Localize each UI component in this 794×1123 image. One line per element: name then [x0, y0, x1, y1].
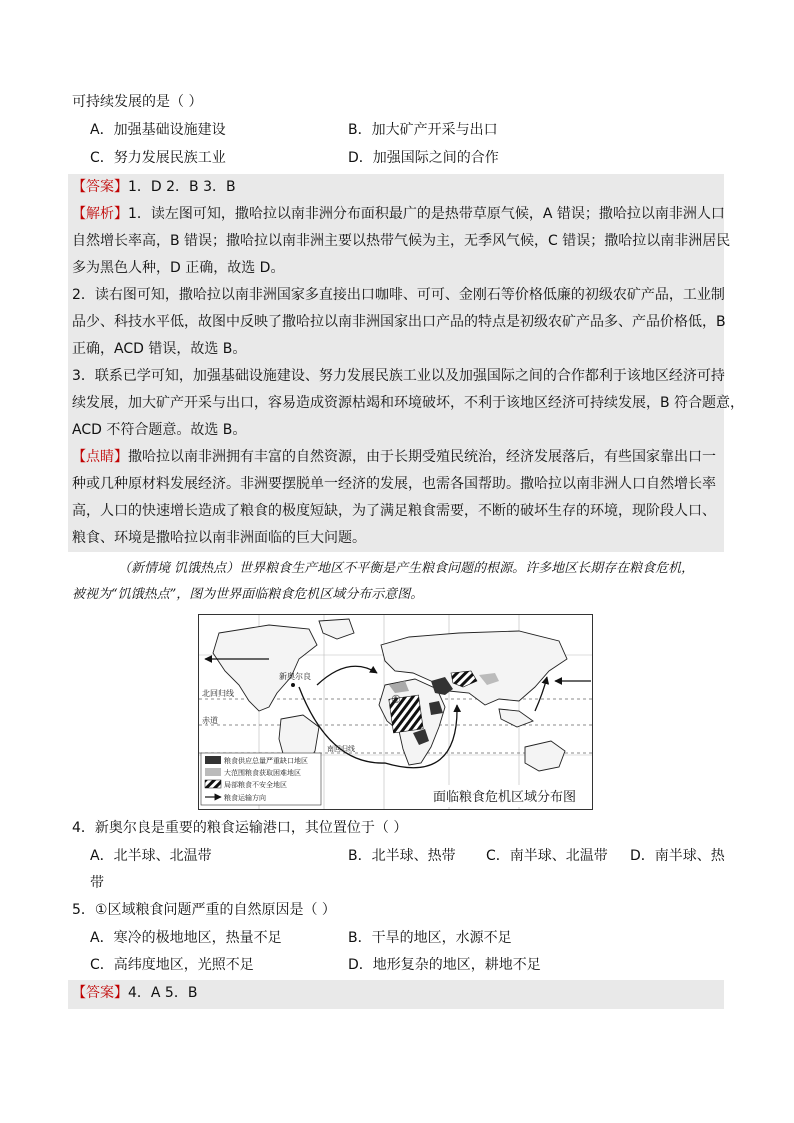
analysis-line-1: 【解析】1．读左图可知，撒哈拉以南非洲分布面积最广的是热带草原气候，A 错误；撒哈拉以南非洲人口 [72, 206, 725, 222]
analysis-line-2: 自然增长率高，B 错误；撒哈拉以南非洲主要以热带气候为主，无季风气候，C 错误；撒哈拉以南非洲居民 [72, 233, 731, 249]
legend-severe-shortage: 粮食供应总量严重缺口地区 [224, 757, 308, 765]
q5-option-c: C．高纬度地区，光照不足 [90, 957, 254, 973]
q4-option-d-continued: 带 [90, 875, 104, 891]
answer-text: 1．D 2．B 3．B [128, 179, 236, 195]
q4-option-d: D．南半球、热 [630, 848, 725, 864]
legend-transport: 粮食运输方向 [224, 794, 266, 802]
equator-label: 赤道 [202, 716, 218, 725]
answer-2-text: 4．A 5．B [128, 985, 198, 1001]
region-1-marker: ① [391, 693, 401, 706]
answer-tag: 【答案】 [72, 179, 128, 195]
legend-access-difficulty: 大范围粮食获取困难地区 [224, 769, 301, 777]
q3-option-d: D．加强国际之间的合作 [348, 150, 499, 166]
analysis-tag: 【解析】 [72, 206, 128, 222]
comment-line-1: 【点睛】撒哈拉以南非洲拥有丰富的自然资源，由于长期受殖民统治，经济发展落后，有些国家靠出口一 [72, 449, 716, 465]
legend-local-insecurity: 局部粮食不安全地区 [224, 781, 287, 789]
tropic-capricorn-label: 南回归线 [327, 745, 355, 753]
north-america [213, 625, 317, 711]
comment-tag: 【点睛】 [72, 449, 128, 465]
new-orleans-marker [291, 683, 295, 687]
analysis-line-7: 3．联系已学可知，加强基础设施建设、努力发展民族工业以及加强国际之间的合作都利于该地区经济可持 [72, 368, 725, 384]
question-5-stem: 5．①区域粮食问题严重的自然原因是（ ） [72, 902, 336, 918]
question-4-stem: 4．新奥尔良是重要的粮食运输港口，其位置位于（ ） [72, 820, 408, 836]
q3-option-b: B．加大矿产开采与出口 [348, 122, 498, 138]
food-crisis-map [198, 614, 593, 810]
australia [525, 741, 565, 771]
analysis-line-9: ACD 不符合题意。故选 B。 [72, 422, 247, 438]
answer-2-tag: 【答案】 [72, 985, 128, 1001]
map-legend [201, 753, 321, 805]
question-3-tail: 可持续发展的是（ ） [72, 94, 203, 110]
analysis-line-5: 品少、科技水平低，故图中反映了撒哈拉以南非洲国家出口产品的特点是初级农矿产品多、产品价格低，B [72, 314, 726, 330]
southeast-asia [499, 709, 533, 727]
analysis-line-3: 多为黑色人种，D 正确，故选 D。 [72, 260, 285, 276]
intro-line-2: 被视为“饥饿热点”，图为世界面临粮食危机区域分布示意图。 [72, 587, 424, 602]
q4-option-a: A．北半球、北温带 [90, 848, 212, 864]
analysis-line-8: 续发展，加大矿产开采与出口，容易造成资源枯竭和环境破坏，不利于该地区经济可持续发展，B 符合题意， [72, 395, 745, 411]
comment-line-2: 种或几种原材料发展经济。非洲要摆脱单一经济的发展，也需各国帮助。撒哈拉以南非洲人口自然增长率 [72, 476, 716, 492]
q5-option-b: B．干旱的地区，水源不足 [348, 930, 512, 946]
answer-1 [72, 174, 236, 201]
new-orleans-label: 新奥尔良 [279, 672, 311, 681]
intro-line-1: （新情境 饥饿热点）世界粮食生产地区不平衡是产生粮食问题的根源。许多地区长期存在粮食危机， [118, 561, 695, 576]
q4-option-c: C．南半球、北温带 [486, 848, 608, 864]
comment-line-4: 粮食、环境是撒哈拉以南非洲面临的巨大问题。 [72, 530, 366, 546]
answer-2 [72, 980, 197, 1007]
tropic-cancer-label: 北回归线 [202, 689, 234, 698]
q4-option-b: B．北半球、热带 [348, 848, 456, 864]
comment-line-3: 高，人口的快速增长造成了粮食的极度短缺，为了满足粮食需要，不断的破坏生存的环境，现阶段人口、 [72, 503, 716, 519]
q5-option-a: A．寒冷的极地地区，热量不足 [90, 930, 282, 946]
analysis-line-6: 正确，ACD 错误，故选 B。 [72, 341, 247, 357]
analysis-line-4: 2．读右图可知，撒哈拉以南非洲国家多直接出口咖啡、可可、金刚石等价格低廉的初级农矿产品，工业制 [72, 287, 725, 303]
q3-option-a: A．加强基础设施建设 [90, 122, 226, 138]
map-caption: 面临粮食危机区域分布图 [433, 790, 577, 805]
q3-option-c: C．努力发展民族工业 [90, 150, 226, 166]
q5-option-d: D．地形复杂的地区，耕地不足 [348, 957, 541, 973]
